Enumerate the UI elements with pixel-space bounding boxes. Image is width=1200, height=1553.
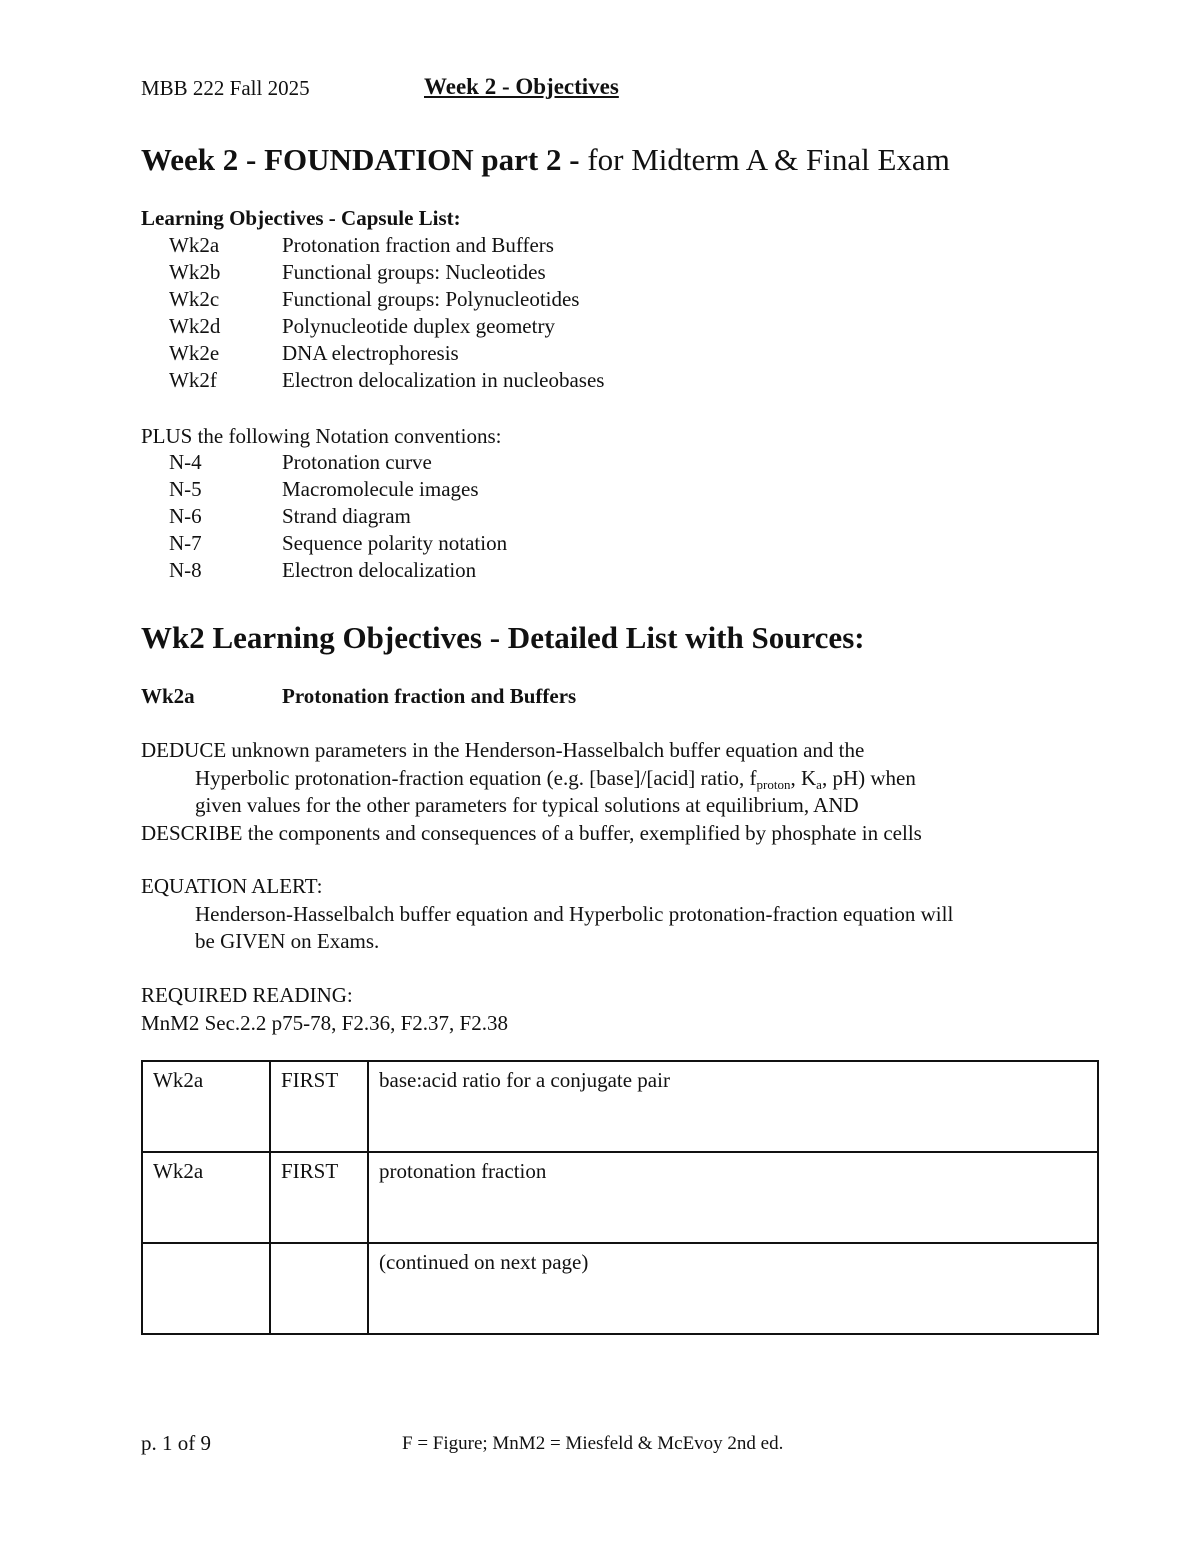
- item-text: Protonation curve: [282, 450, 432, 474]
- table-row: [142, 1152, 1098, 1243]
- capsule-heading: Learning Objectives - Capsule List:: [141, 206, 461, 230]
- item-text: Functional groups: Polynucleotides: [282, 287, 580, 311]
- required-reading-heading: REQUIRED READING:: [141, 983, 353, 1007]
- item-code: Wk2b: [169, 260, 221, 284]
- list-item: [169, 313, 604, 340]
- header-course: MBB 222 Fall 2025: [141, 76, 310, 100]
- item-text: Sequence polarity notation: [282, 531, 508, 555]
- list-item: [169, 286, 604, 313]
- list-item: [169, 530, 507, 557]
- table-cell-code: Wk2a: [142, 1061, 270, 1152]
- item-code: Wk2e: [169, 341, 220, 365]
- notation-heading: PLUS the following Notation conventions:: [141, 424, 502, 448]
- item-text: Macromolecule images: [282, 477, 479, 501]
- deduce-line-2b: , K: [790, 765, 817, 790]
- footer-note: F = Figure; MnM2 = Miesfeld & McEvoy 2nd ed.: [402, 1433, 784, 1454]
- item-text: Functional groups: Nucleotides: [282, 260, 546, 284]
- table-cell-code: Wk2a: [142, 1152, 270, 1243]
- table-cell-text: base:acid ratio for a conjugate pair: [368, 1061, 1098, 1152]
- deduce-line-2a: Hyperbolic protonation-fraction equation (e.g. [base]/[acid] ratio, f: [195, 765, 757, 790]
- equation-alert-line-2: be GIVEN on Exams.: [195, 929, 380, 953]
- list-item: [169, 340, 604, 367]
- equation-alert-line-1: Henderson-Hasselbalch buffer equation and Hyperbolic protonation-fraction equation will: [195, 901, 954, 926]
- deduce-paragraph: [141, 737, 922, 847]
- page-title-bold: Week 2 - FOUNDATION part 2 -: [141, 142, 580, 177]
- subscript-proton: proton: [756, 776, 791, 792]
- footer-page-number: p. 1 of 9: [141, 1431, 211, 1455]
- list-item: [169, 259, 604, 286]
- deduce-line-2: [141, 765, 922, 793]
- list-item: [169, 367, 604, 394]
- item-text: Polynucleotide duplex geometry: [282, 314, 555, 338]
- page-title-rest: for Midterm A & Final Exam: [579, 142, 950, 177]
- detailed-section-title: Wk2 Learning Objectives - Detailed List with Sources:: [141, 620, 865, 655]
- table-cell-text: (continued on next page): [368, 1243, 1098, 1334]
- item-code: Wk2a: [169, 233, 220, 257]
- table-cell-code: [142, 1243, 270, 1334]
- table-cell-text: protonation fraction: [368, 1152, 1098, 1243]
- list-item: [169, 449, 507, 476]
- item-code: Wk2f: [169, 368, 217, 392]
- list-item: [169, 557, 507, 584]
- item-text: DNA electrophoresis: [282, 341, 459, 365]
- item-code: Wk2c: [169, 287, 220, 311]
- list-item: [169, 476, 507, 503]
- table-cell-level: [270, 1243, 368, 1334]
- table-row: [142, 1243, 1098, 1334]
- item-code: N-4: [169, 450, 202, 474]
- subscript-a: a: [816, 776, 822, 792]
- item-text: Electron delocalization in nucleobases: [282, 368, 605, 392]
- table-cell-level: FIRST: [270, 1152, 368, 1243]
- equation-alert-heading: EQUATION ALERT:: [141, 874, 323, 898]
- header-title: Week 2 - Objectives: [424, 74, 619, 99]
- capsule-list: [169, 232, 604, 394]
- table-cell-level: FIRST: [270, 1061, 368, 1152]
- objectives-table: [141, 1060, 1099, 1335]
- item-code: N-7: [169, 531, 202, 555]
- deduce-line-2c: , pH) when: [821, 765, 916, 790]
- notation-list: [169, 449, 507, 584]
- deduce-line-1: DEDUCE unknown parameters in the Henderson-Hasselbalch buffer equation and the: [141, 738, 865, 762]
- objective-code: Wk2a: [141, 684, 195, 708]
- list-item: [169, 503, 507, 530]
- item-code: Wk2d: [169, 314, 221, 338]
- item-code: N-5: [169, 477, 202, 501]
- equation-alert: [141, 873, 953, 956]
- required-reading-text: MnM2 Sec.2.2 p75-78, F2.36, F2.37, F2.38: [141, 1010, 508, 1035]
- deduce-line-3: given values for the other parameters for typical solutions at equilibrium, AND: [195, 793, 859, 817]
- page-title: [141, 142, 950, 178]
- item-text: Protonation fraction and Buffers: [282, 233, 554, 257]
- item-text: Electron delocalization: [282, 558, 477, 582]
- required-reading: [141, 982, 508, 1037]
- list-item: [169, 232, 604, 259]
- item-code: N-8: [169, 558, 202, 582]
- objective-title: Protonation fraction and Buffers: [282, 684, 577, 708]
- item-code: N-6: [169, 504, 202, 528]
- deduce-line-4: DESCRIBE the components and consequences of a buffer, exemplified by phosphate in cells: [141, 820, 922, 845]
- table-row: [142, 1061, 1098, 1152]
- item-text: Strand diagram: [282, 504, 411, 528]
